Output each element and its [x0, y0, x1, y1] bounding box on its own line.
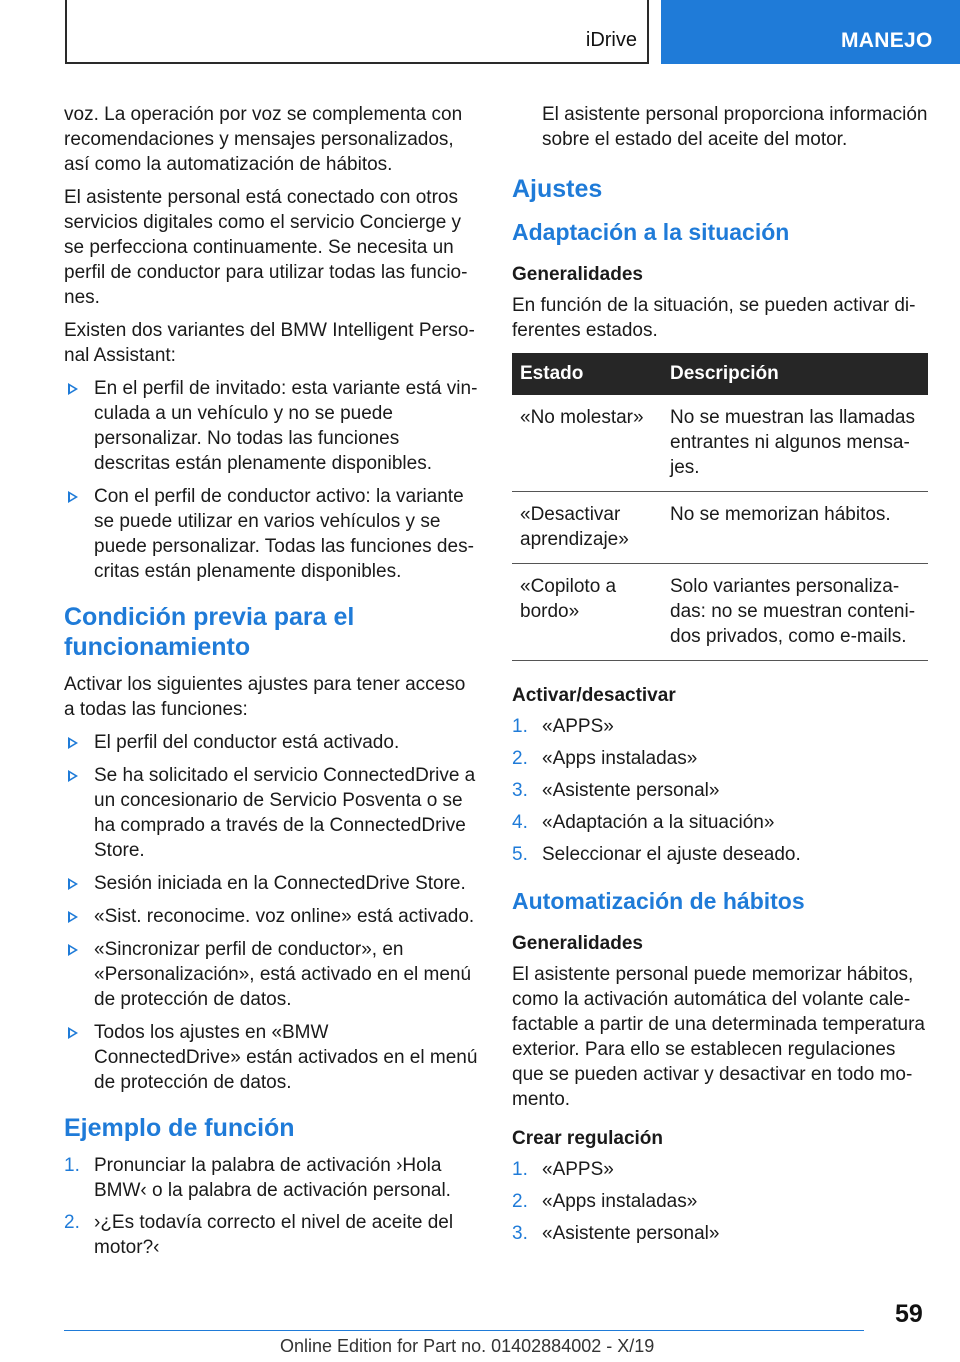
- paragraph: El asistente personal proporciona información sobre el estado del aceite del motor.: [542, 104, 928, 150]
- list-item: 3. «Asistente personal»: [512, 1223, 720, 1244]
- list-item: 1. «APPS»: [512, 1159, 614, 1180]
- list-item: 2. «Apps instaladas»: [512, 1191, 698, 1212]
- triangle-bullet-icon: [68, 770, 78, 782]
- variants-list: [64, 376, 480, 584]
- list-item: 3. «Asistente personal»: [512, 780, 720, 801]
- toggle-heading: Activar/desactivar: [512, 685, 676, 706]
- create-steps: [512, 1157, 928, 1246]
- table-header-description: Descripción: [662, 353, 928, 395]
- list-item: 2. «Apps instaladas»: [512, 748, 698, 769]
- settings-heading: Ajustes: [512, 175, 603, 203]
- triangle-bullet-icon: [68, 491, 78, 503]
- paragraph: El asistente personal puede memorizar hábitos, como la activación automática del volante calefactable a partir de una determinada temperatura exterior. Para ello se establecen regulaciones que se pueden activar y desactivar en todo momento.: [512, 964, 925, 1110]
- header-chapter-tab: [661, 0, 960, 64]
- triangle-bullet-icon: [68, 1027, 78, 1039]
- paragraph: Existen dos variantes del BMW Intelligent Personal Assistant:: [64, 320, 475, 366]
- header-section-box: [65, 0, 649, 64]
- toggle-steps: [512, 714, 928, 867]
- habits-general-heading: Generalidades: [512, 933, 643, 954]
- preconditions-list: [64, 730, 480, 1095]
- footer-divider: [64, 1330, 864, 1331]
- paragraph: En función de la situación, se pueden activar diferentes estados.: [512, 295, 916, 341]
- triangle-bullet-icon: [68, 383, 78, 395]
- paragraph: voz. La operación por voz se complementa con recomendaciones y mensajes personalizados, así como la automatización de hábitos.: [64, 104, 463, 175]
- habits-heading: Automatización de hábitos: [512, 888, 805, 914]
- precondition-heading: Condición previa para el funcionamiento: [64, 603, 355, 661]
- list-item: 1. «APPS»: [512, 716, 614, 737]
- table-header-state: Estado: [512, 353, 662, 395]
- triangle-bullet-icon: [68, 737, 78, 749]
- paragraph: Activar los siguientes ajustes para tener acceso a todas las funciones:: [64, 674, 466, 720]
- list-item: En el perfil de invitado: esta variante está vinculada a un vehículo y no se puede personalizar. No todas las funciones descritas están plenamente disponibles.: [64, 376, 480, 476]
- table-row: «Desactivar aprendizaje» No se memorizan hábitos.: [512, 492, 928, 564]
- paragraph: El asistente personal está conectado con otros servicios digitales como el servicio Concierge y se perfecciona continuamente. Se necesita un perfil de conductor para utilizar todas las funciones.: [64, 187, 468, 308]
- list-item: 4. «Adaptación a la situación»: [512, 812, 775, 833]
- general-heading: Generalidades: [512, 264, 643, 285]
- table-row: «No molestar» No se muestran las llamadas entrantes ni algunos mensajes.: [512, 395, 928, 492]
- left-column: [64, 102, 480, 1268]
- footer-edition: Online Edition for Part no. 01402884002 - X/19: [280, 1336, 655, 1356]
- table-row: «Copiloto a bordo» Solo variantes personalizadas: no se muestran contenidos privados, como e-mails.: [512, 564, 928, 661]
- create-heading: Crear regulación: [512, 1128, 663, 1149]
- list-item: Sesión iniciada en la ConnectedDrive Store.: [64, 871, 480, 896]
- list-item: Se ha solicitado el servicio ConnectedDrive a un concesionario de Servicio Posventa o se ha comprado a través de la ConnectedDrive Store.: [64, 763, 480, 863]
- triangle-bullet-icon: [68, 911, 78, 923]
- triangle-bullet-icon: [68, 944, 78, 956]
- list-item: Con el perfil de conductor activo: la variante se puede utilizar en varios vehículos y se puede personalizar. Todas las funciones descritas están plenamente disponibles.: [64, 484, 480, 584]
- header-chapter-title: MANEJO: [841, 29, 933, 52]
- list-item: «Sincronizar perfil de conductor», en «Personalización», está activado en el menú de protección de datos.: [64, 937, 480, 1012]
- list-item: 1. Pronunciar la palabra de activación ›Hola BMW‹ o la palabra de activación personal.: [64, 1155, 451, 1201]
- list-item: Todos los ajustes en «BMW ConnectedDrive» están activados en el menú de protección de datos.: [64, 1020, 480, 1095]
- list-item: «Sist. reconocime. voz online» está activado.: [64, 904, 480, 929]
- example-heading: Ejemplo de función: [64, 1114, 295, 1142]
- example-steps: [64, 1153, 480, 1260]
- triangle-bullet-icon: [68, 878, 78, 890]
- header-section-title: iDrive: [585, 29, 637, 51]
- list-item: 2. ›¿Es todavía correcto el nivel de aceite del motor?‹: [64, 1212, 454, 1258]
- right-column: [512, 102, 928, 1254]
- situation-heading: Adaptación a la situación: [512, 219, 790, 245]
- list-item: El perfil del conductor está activado.: [64, 730, 480, 755]
- page-number: 59: [895, 1300, 923, 1328]
- states-table: [512, 353, 928, 661]
- list-item: 5. Seleccionar el ajuste deseado.: [512, 844, 801, 865]
